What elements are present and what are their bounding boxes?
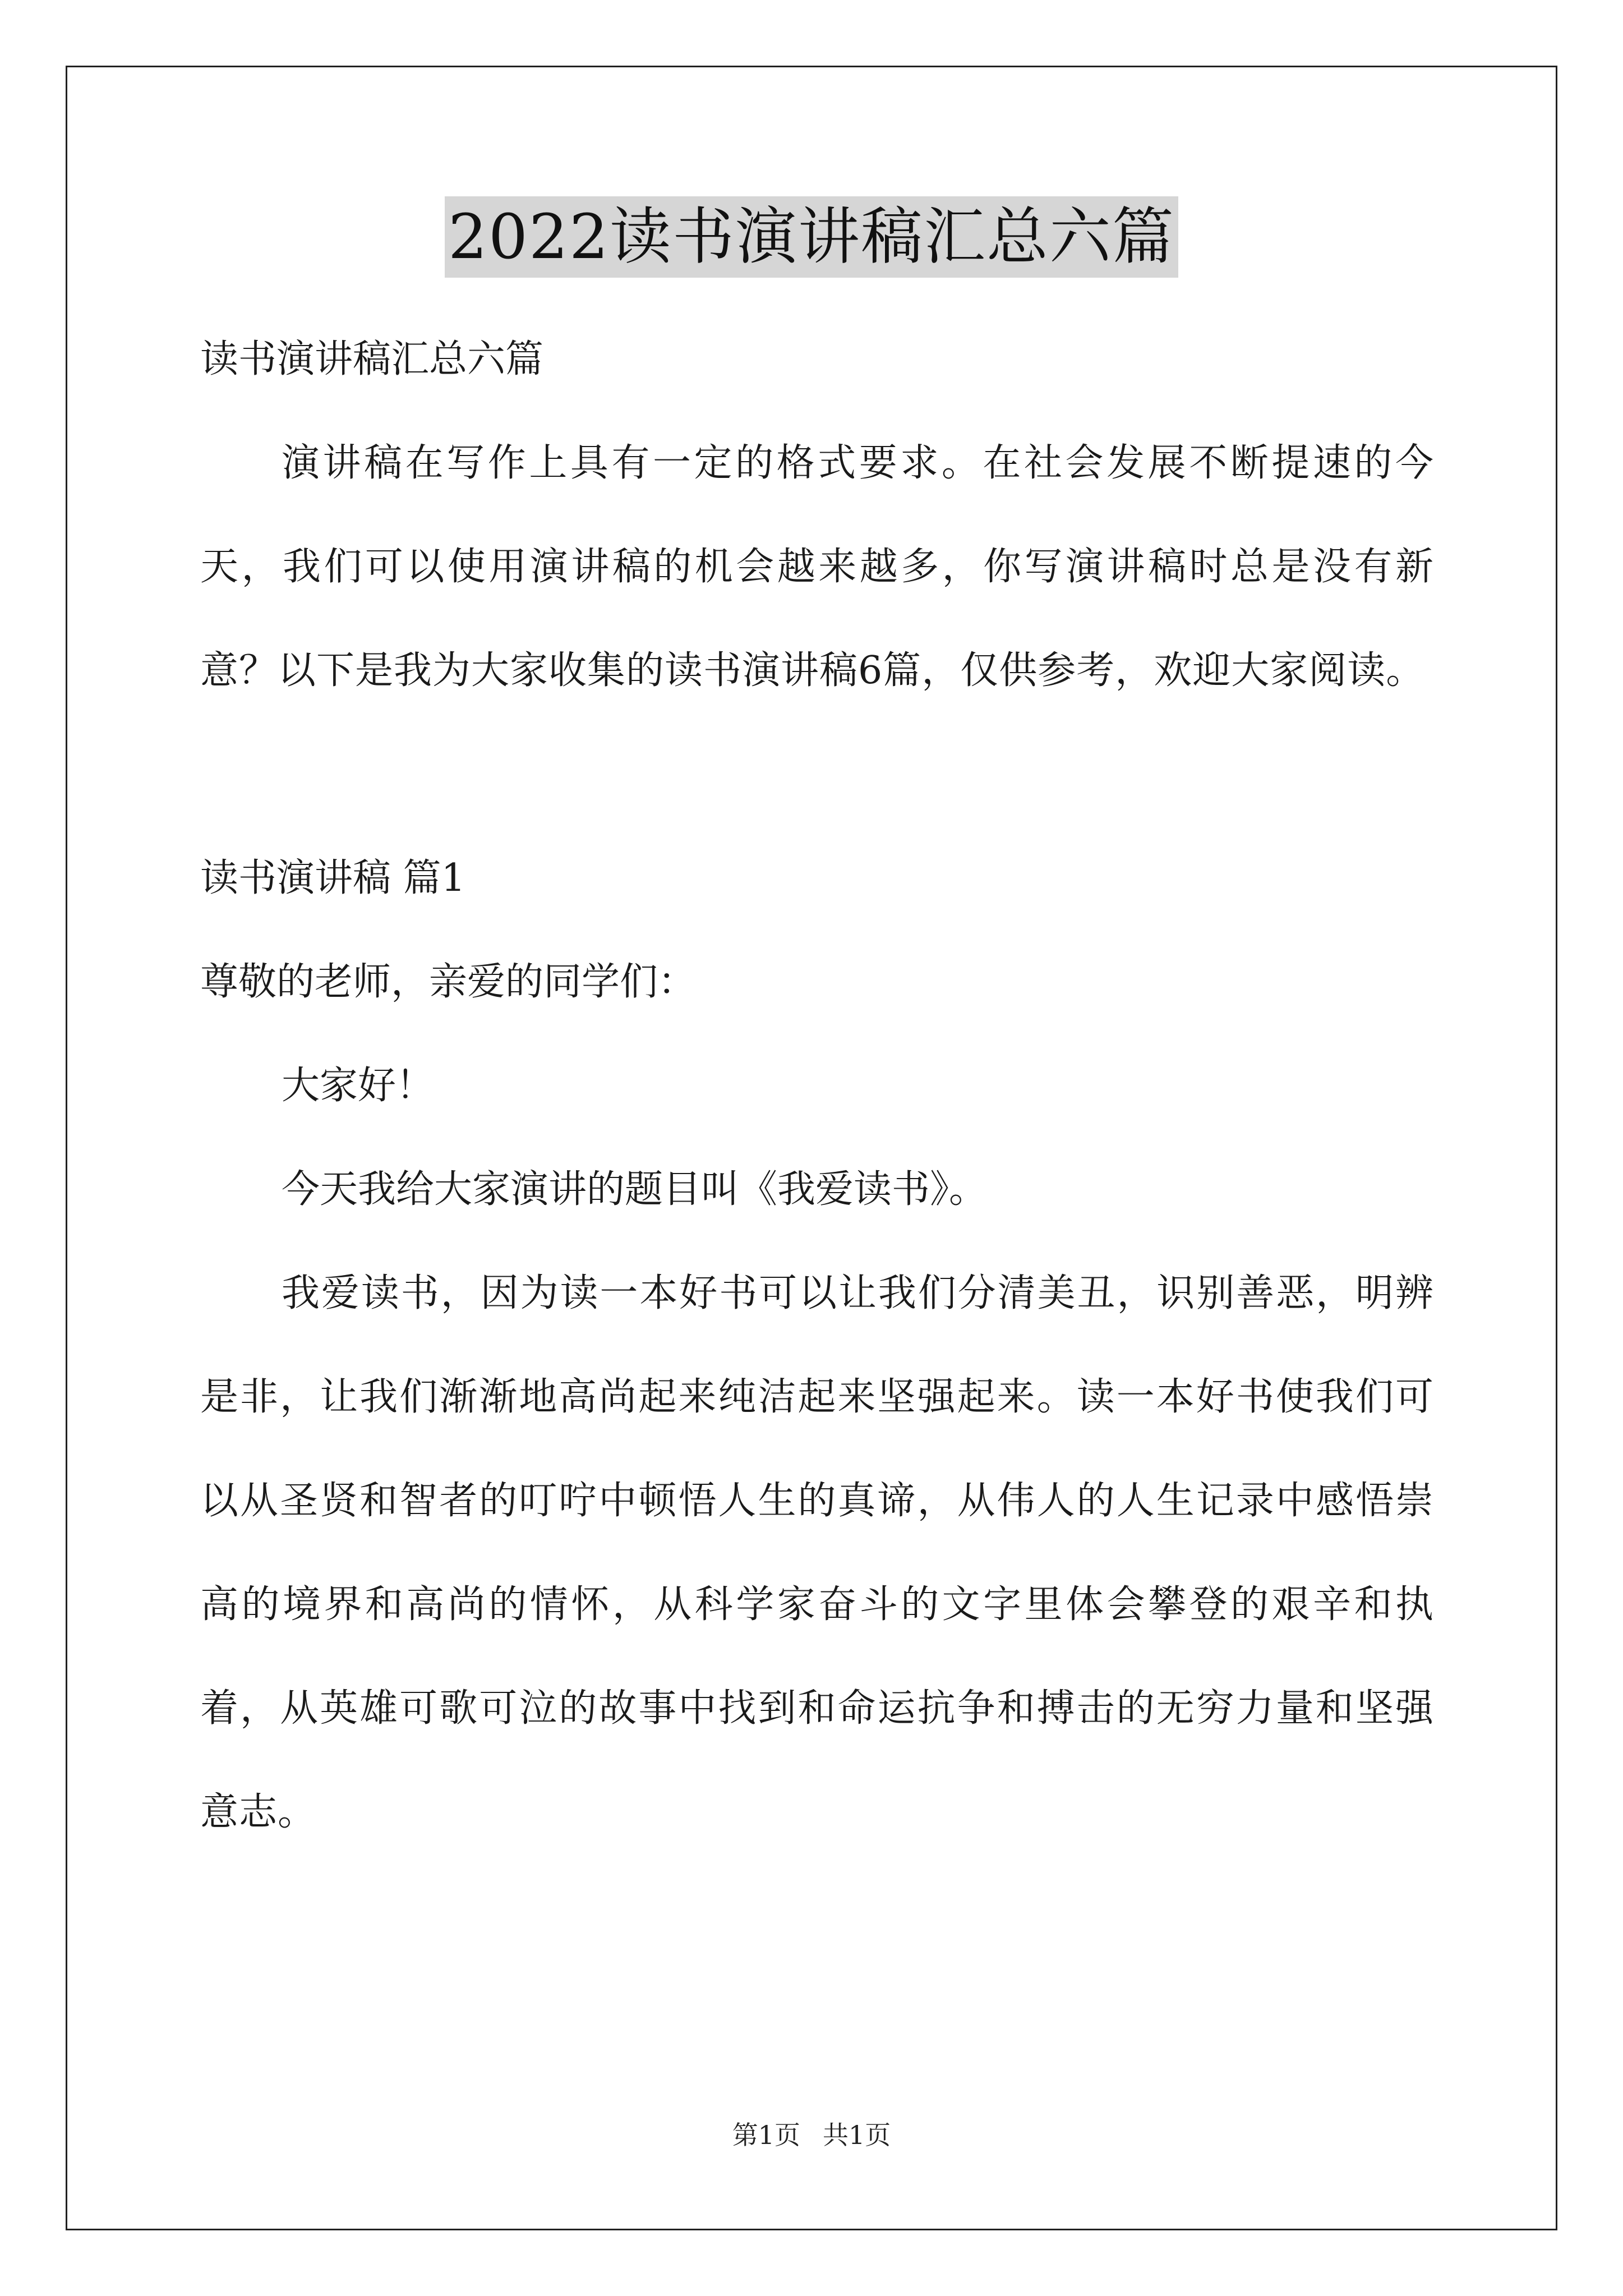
total-pages: 共1页 — [823, 2120, 891, 2150]
document-title: 2022读书演讲稿汇总六篇 — [445, 196, 1178, 278]
body-paragraph: 我爱读书，因为读一本好书可以让我们分清美丑，识别善恶，明辨是非，让我们渐渐地高尚起来纯洁起来坚强起来。读一本好书使我们可以从圣贤和智者的叮咛中顿悟人生的真谛，从伟人的人生记录中感悟崇高的境界和高尚的情怀，从科学家奋斗的文字里体会攀登的艰辛和执着，从英雄可歌可泣的故事中找到和命运抗争和搏击的无穷力量和坚强意志。 — [200, 1271, 1434, 1834]
document-body — [200, 307, 1434, 1864]
salutation: 尊敬的老师，亲爱的同学们： — [200, 960, 697, 1004]
page-footer — [0, 2115, 1623, 2152]
page-number: 第1页 — [732, 2120, 800, 2150]
greeting: 大家好！ — [282, 1064, 435, 1108]
subtitle: 读书演讲稿汇总六篇 — [200, 337, 544, 381]
spacer — [200, 723, 1434, 826]
topic-line: 今天我给大家演讲的题目叫《我爱读书》。 — [282, 1167, 988, 1212]
section-heading: 读书演讲稿 篇1 — [200, 856, 465, 900]
title-container — [0, 196, 1623, 278]
intro-paragraph: 演讲稿在写作上具有一定的格式要求。在社会发展不断提速的今天，我们可以使用演讲稿的机会越来越多，你写演讲稿时总是没有新意？以下是我为大家收集的读书演讲稿6篇，仅供参考，欢迎大家阅读。 — [200, 441, 1434, 693]
